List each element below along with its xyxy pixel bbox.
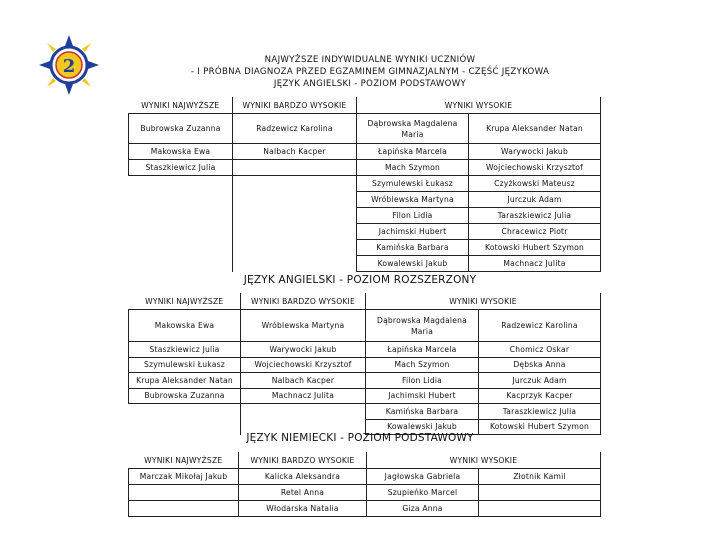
table-row: [129, 176, 601, 192]
table-row: [129, 342, 601, 358]
table-cell: [233, 208, 357, 224]
table-cell: Kamińska Barbara: [366, 404, 479, 420]
table-row: [129, 240, 601, 256]
col-header-bardzo-wysokie: WYNIKI BARDZO WYSOKIE: [241, 293, 366, 310]
col-header-wysokie: WYNIKI WYSOKIE: [366, 293, 601, 310]
table-row: [129, 192, 601, 208]
section-title-english-extended: JĘZYK ANGIELSKI - POZIOM ROZSZERZONY: [243, 274, 477, 286]
table-cell: Retel Anna: [239, 485, 367, 501]
table-cell: [129, 404, 241, 420]
col-header-najwyzsze: WYNIKI NAJWYŻSZE: [129, 97, 233, 114]
table-cell: Jurczuk Adam: [479, 373, 601, 389]
table-cell: Machnacz Julita: [469, 256, 601, 272]
table-cell: [129, 256, 233, 272]
results-table-english-extended: [128, 293, 601, 435]
table-cell: [129, 240, 233, 256]
table-cell: Łapińska Marcela: [357, 144, 469, 160]
table-cell: Filon Lidia: [366, 373, 479, 389]
table-row: [129, 256, 601, 272]
table-cell: Wróblewska Martyna: [241, 310, 366, 342]
table-cell: [479, 501, 601, 517]
table-cell: Dąbrowska Magdalena Maria: [366, 310, 479, 342]
table-cell: [233, 160, 357, 176]
table-cell: Dąbrowska Magdalena Maria: [357, 114, 469, 144]
table-cell: [129, 176, 233, 192]
table-row: [129, 114, 601, 144]
table-cell: [233, 176, 357, 192]
table-cell: Radzewicz Karolina: [233, 114, 357, 144]
table-cell: Staszkiewicz Julia: [129, 342, 241, 358]
table-cell: [233, 192, 357, 208]
table-row: [129, 501, 601, 517]
table-cell: [241, 404, 366, 420]
table-cell: Kalicka Aleksandra: [239, 469, 367, 485]
table-cell: Radzewicz Karolina: [479, 310, 601, 342]
table-row: [129, 208, 601, 224]
table-cell: Jagłowska Gabriela: [367, 469, 479, 485]
table-row: [129, 469, 601, 485]
section-title-german-basic: JĘZYK NIEMIECKI - POZIOM PODSTAWOWY: [246, 432, 474, 444]
table-cell: Kotowski Hubert Szymon: [479, 419, 601, 435]
table-cell: [129, 192, 233, 208]
table-cell: Bubrowska Zuzanna: [129, 388, 241, 404]
table-row: [129, 485, 601, 501]
table-cell: Krupa Aleksander Natan: [469, 114, 601, 144]
table-cell: Złotnik Kamil: [479, 469, 601, 485]
page-header: [150, 54, 590, 90]
table-row: [129, 160, 601, 176]
table-cell: Marczak Mikołaj Jakub: [129, 469, 239, 485]
table-cell: Szymulewski Łukasz: [357, 176, 469, 192]
table-cell: Kamińska Barbara: [357, 240, 469, 256]
table-cell: Łapińska Marcela: [366, 342, 479, 358]
header-line-1: NAJWYŻSZE INDYWIDUALNE WYNIKI UCZNIÓW: [264, 55, 476, 65]
table-cell: Krupa Aleksander Natan: [129, 373, 241, 389]
col-header-bardzo-wysokie: WYNIKI BARDZO WYSOKIE: [239, 452, 367, 469]
table-cell: Szupieńko Marcel: [367, 485, 479, 501]
table-cell: [233, 224, 357, 240]
col-header-najwyzsze: WYNIKI NAJWYŻSZE: [129, 452, 239, 469]
table-row: [129, 404, 601, 420]
table-cell: Makowska Ewa: [129, 310, 241, 342]
table-cell: Taraszkiewicz Julia: [479, 404, 601, 420]
table-cell: Staszkiewicz Julia: [129, 160, 233, 176]
table-row: [129, 224, 601, 240]
table-cell: Chracewicz Piotr: [469, 224, 601, 240]
table-cell: Warywocki Jakub: [469, 144, 601, 160]
table-cell: Taraszkiewicz Julia: [469, 208, 601, 224]
table-cell: Kacprzyk Kacper: [479, 388, 601, 404]
table-cell: Wróblewska Martyna: [357, 192, 469, 208]
col-header-bardzo-wysokie: WYNIKI BARDZO WYSOKIE: [233, 97, 357, 114]
table-cell: [129, 485, 239, 501]
results-table-english-basic: [128, 97, 601, 272]
school-emblem-icon: [38, 34, 100, 96]
table-cell: Chomicz Oskar: [479, 342, 601, 358]
table-row: [129, 388, 601, 404]
table-cell: Machnacz Julita: [241, 388, 366, 404]
col-header-najwyzsze: WYNIKI NAJWYŻSZE: [129, 293, 241, 310]
table-cell: Kowalewski Jakub: [366, 419, 479, 435]
table-cell: Włodarska Natalia: [239, 501, 367, 517]
table-cell: Czyżkowski Mateusz: [469, 176, 601, 192]
table-cell: Nalbach Kacper: [241, 373, 366, 389]
table-cell: Dębska Anna: [479, 357, 601, 373]
table-cell: [233, 240, 357, 256]
col-header-wysokie: WYNIKI WYSOKIE: [357, 97, 601, 114]
header-line-2: - I PRÓBNA DIAGNOZA PRZED EGZAMINEM GIMNAZJALNYM - CZĘŚĆ JĘZYKOWA: [190, 67, 550, 77]
table-cell: Mach Szymon: [357, 160, 469, 176]
table-cell: Wojciechowski Krzysztof: [469, 160, 601, 176]
table-cell: [129, 501, 239, 517]
table-cell: Kotowski Hubert Szymon: [469, 240, 601, 256]
table-cell: Szymulewski Łukasz: [129, 357, 241, 373]
table-cell: Warywocki Jakub: [241, 342, 366, 358]
table-cell: Wojciechowski Krzysztof: [241, 357, 366, 373]
table-cell: Makowska Ewa: [129, 144, 233, 160]
table-cell: Filon Lidia: [357, 208, 469, 224]
table-cell: [233, 256, 357, 272]
table-cell: Jachimski Hubert: [366, 388, 479, 404]
header-line-3: JĘZYK ANGIELSKI - POZIOM PODSTAWOWY: [273, 79, 467, 89]
table-cell: Jurczuk Adam: [469, 192, 601, 208]
table-row: [129, 357, 601, 373]
table-cell: Bubrowska Zuzanna: [129, 114, 233, 144]
table-cell: Nalbach Kacper: [233, 144, 357, 160]
results-table-german-basic: [128, 452, 601, 517]
table-cell: [129, 208, 233, 224]
table-cell: [129, 224, 233, 240]
table-row: [129, 310, 601, 342]
table-cell: Kowalewski Jakub: [357, 256, 469, 272]
col-header-wysokie: WYNIKI WYSOKIE: [367, 452, 601, 469]
table-cell: Giza Anna: [367, 501, 479, 517]
table-row: [129, 373, 601, 389]
table-cell: Jachimski Hubert: [357, 224, 469, 240]
table-row: [129, 144, 601, 160]
table-cell: [479, 485, 601, 501]
table-cell: Mach Szymon: [366, 357, 479, 373]
emblem-number: 2: [62, 56, 76, 77]
